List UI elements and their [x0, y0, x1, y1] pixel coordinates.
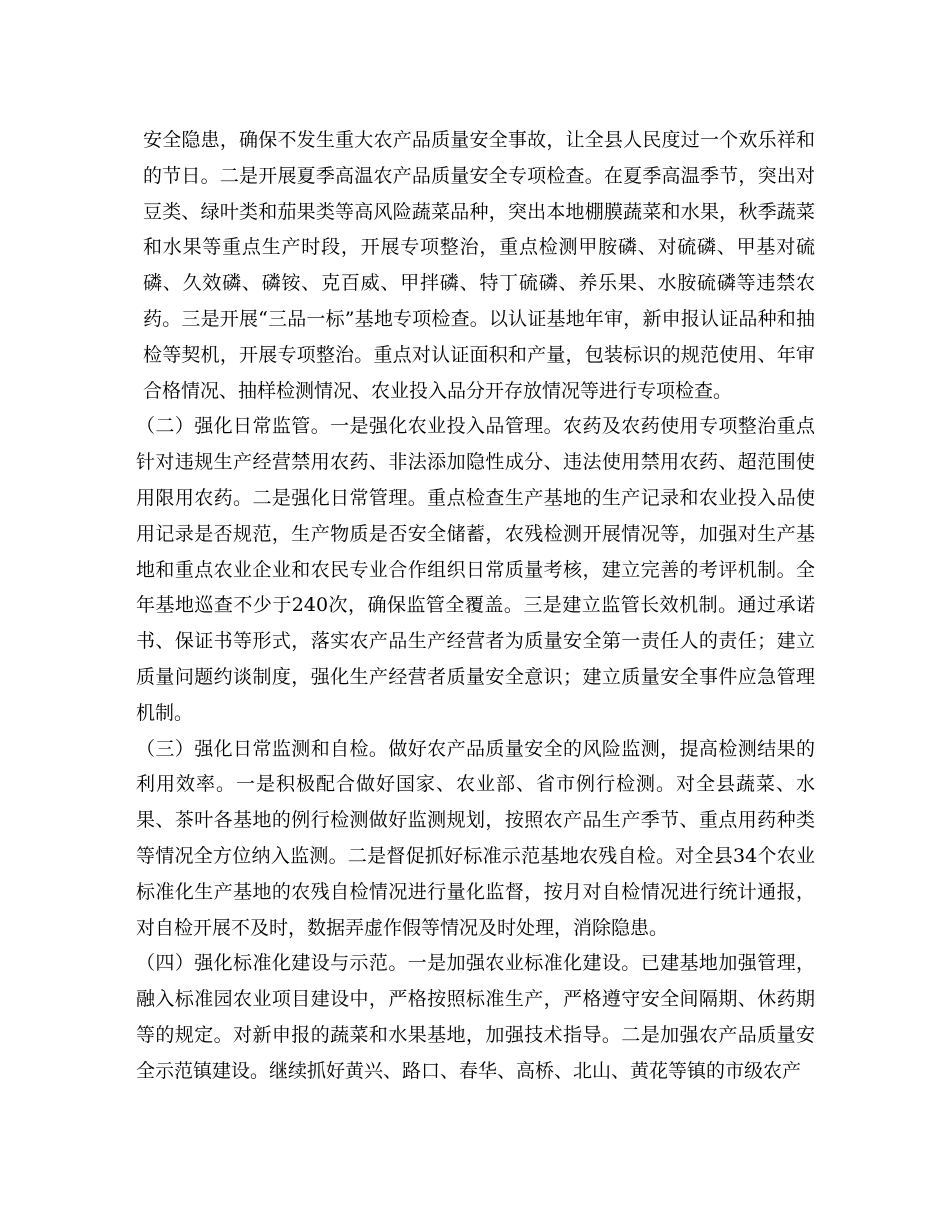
- paragraph-section-4: （四）强化标准化建设与示范。一是加强农业标准化建设。已建基地加强管理，融入标准园农业项目建设中，严格按照标准生产，严格遵守安全间隔期、休药期等的规定。对新申报的蔬菜和水果基地，加强技术指导。二是加强农产品质量安全示范镇建设。继续抓好黄兴、路口、春华、高桥、北山、黄花等镇的市级农产: [136, 952, 815, 1082]
- paragraph-body-continuation: 安全隐患，确保不发生重大农产品质量安全事故，让全县人民度过一个欢乐祥和的节日。二是开展夏季高温农产品质量安全专项检查。在夏季高温季节，突出对豆类、绿叶类和茄果类等高风险蔬菜品种，突出本地棚膜蔬菜和水果，秋季蔬菜和水果等重点生产时段，开展专项整治，重点检测甲胺磷、对硫磷、甲基对硫磷、久效磷、磷铵、克百威、甲拌磷、特丁硫磷、养乐果、水胺硫磷等违禁农药。三是开展“三品一标”基地专项检查。以认证基地年审，新申报认证品种和抽检等契机，开展专项整治。重点对认证面积和产量，包装标识的规范使用、年审合格情况、抽样检测情况、农业投入品分开存放情况等进行专项检查。: [143, 129, 815, 402]
- paragraph-section-3: （三）强化日常监测和自检。做好农产品质量安全的风险监测，提高检测结果的利用效率。一是积极配合做好国家、农业部、省市例行检测。对全县蔬菜、水果、茶叶各基地的例行检测做好监测规划，按照农产品生产季节、重点用药种类等情况全方位纳入监测。二是督促抓好标准示范基地农残自检。对全县34个农业标准化生产基地的农残自检情况进行量化监督，按月对自检情况进行统计通报，对自检开展不及时，数据弄虚作假等情况及时处理，消除隐患。: [136, 737, 815, 939]
- paragraph-section-2: （二）强化日常监管。一是强化农业投入品管理。农药及农药使用专项整治重点针对违规生产经营禁用农药、非法添加隐性成分、违法使用禁用农药、超范围使用限用农药。二是强化日常管理。重点检查生产基地的生产记录和农业投入品使用记录是否规范，生产物质是否安全储蓄，农残检测开展情况等，加强对生产基地和重点农业企业和农民专业合作组织日常质量考核，建立完善的考评机制。全年基地巡查不少于240次，确保监管全覆盖。三是建立监管长效机制。通过承诺书、保证书等形式，落实农产品生产经营者为质量安全第一责任人的责任；建立质量问题约谈制度，强化生产经营者质量安全意识；建立质量安全事件应急管理机制。: [136, 415, 815, 724]
- document-page: [136, 123, 815, 1090]
